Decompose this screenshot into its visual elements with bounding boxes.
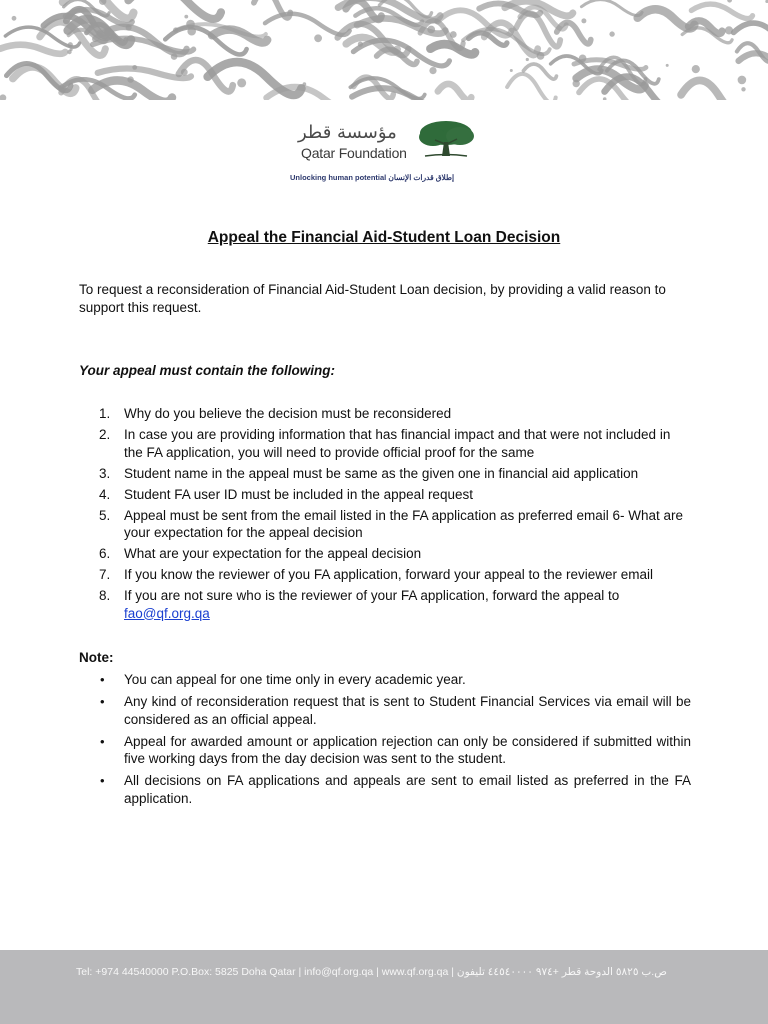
list-item [79, 507, 691, 542]
list-item-text: Why do you believe the decision must be reconsidered [124, 406, 452, 421]
bullet-icon: • [100, 672, 105, 687]
footer-bar [0, 950, 768, 1024]
calligraphy-dot [12, 16, 17, 21]
calligraphy-stroke [128, 0, 221, 19]
calligraphy-stroke [13, 67, 76, 93]
list-number: 1. [99, 406, 111, 421]
calligraphy-dot [173, 27, 178, 32]
calligraphy-stroke [265, 14, 350, 35]
calligraphy-pattern-graphic [0, 0, 768, 100]
bullet-icon: • [100, 694, 105, 709]
calligraphy-dot [181, 69, 188, 76]
calligraphy-dot [741, 87, 745, 91]
calligraphy-dot [603, 97, 607, 100]
calligraphy-dot [97, 30, 103, 36]
calligraphy-dot [112, 34, 117, 39]
calligraphy-dot [186, 20, 195, 29]
calligraphy-stroke [691, 4, 752, 19]
list-number: 8. [99, 588, 111, 603]
note-item [79, 671, 691, 689]
calligraphy-dot [126, 25, 132, 31]
calligraphy-header-banner [0, 0, 768, 100]
list-item [79, 465, 691, 483]
calligraphy-stroke [0, 45, 65, 54]
calligraphy-dot [609, 31, 614, 36]
list-number: 5. [99, 507, 111, 523]
note-text: You can appeal for one time only in every academic year. [124, 672, 466, 687]
calligraphy-dot [692, 65, 700, 73]
list-number: 3. [99, 465, 111, 481]
bullet-icon: • [100, 733, 105, 749]
calligraphy-dot [89, 23, 95, 29]
qatar-foundation-logo [285, 118, 495, 190]
note-item [79, 772, 691, 807]
footer-contact-text: Tel: +974 44540000 P.O.Box: 5825 Doha Qatar | info@qf.org.qa | www.qf.org.qa | ص.ب ٥٨٢٥ الدوحة قطر +٩٧٤ ٤٤٥٤٠٠٠٠ تليفون [76, 966, 667, 978]
calligraphy-stroke [681, 80, 741, 100]
note-item [79, 693, 691, 728]
calligraphy-stroke [638, 9, 695, 28]
calligraphy-dot [579, 55, 587, 63]
calligraphy-stroke [438, 84, 471, 100]
requirements-subheading: Your appeal must contain the following: [79, 363, 336, 378]
bullet-icon: • [100, 773, 105, 788]
calligraphy-stroke [352, 88, 448, 100]
logo-arabic-name: مؤسسة قطر [298, 122, 397, 143]
calligraphy-dot [237, 78, 246, 87]
list-item [79, 566, 691, 584]
calligraphy-dot [537, 52, 545, 60]
list-number: 6. [99, 546, 111, 561]
list-item [79, 486, 691, 504]
note-text: All decisions on FA applications and appeals are sent to email listed as preferred in the FA application. [124, 773, 691, 806]
calligraphy-dot [0, 94, 6, 100]
notes-list [79, 671, 691, 812]
logo-english-name: Qatar Foundation [301, 145, 407, 161]
list-item-text: What are your expectation for the appeal decision [124, 546, 422, 561]
email-link[interactable]: fao@qf.org.qa [124, 605, 210, 621]
document-title: Appeal the Financial Aid-Student Loan Decision [207, 229, 561, 246]
list-item [79, 426, 691, 461]
calligraphy-dot [132, 65, 137, 70]
list-item-text: Student name in the appeal must be same as the given one in financial aid application [124, 465, 639, 481]
note-text: Appeal for awarded amount or application rejection can only be considered if submitted within five working days from the day decision was sent to the student. [124, 733, 691, 766]
list-item-text: Appeal must be sent from the email listed in the FA application as preferred email 6- What are your expectation for the appeal decision [124, 507, 684, 540]
calligraphy-dot [725, 26, 733, 34]
calligraphy-dot [127, 76, 133, 82]
calligraphy-stroke [581, 0, 642, 16]
calligraphy-dot [70, 48, 73, 51]
calligraphy-dot [727, 0, 732, 3]
calligraphy-dot [526, 58, 529, 61]
calligraphy-dot [171, 53, 178, 60]
calligraphy-dot [184, 15, 188, 19]
calligraphy-dot [358, 42, 363, 47]
calligraphy-dot [187, 27, 196, 36]
list-item-text: In case you are providing information that has financial impact and that were not included in the FA application, you will need to provide official proof for the same [124, 427, 671, 460]
calligraphy-dot [450, 31, 457, 38]
calligraphy-dot [510, 69, 513, 72]
calligraphy-dot [581, 18, 586, 23]
calligraphy-dot [573, 80, 580, 87]
list-item [79, 545, 691, 563]
calligraphy-dot [68, 42, 73, 47]
note-text: Any kind of reconsideration request that is sent to Student Financial Services via email will be considered as an official appeal. [124, 694, 691, 727]
list-item [79, 587, 691, 622]
list-number: 2. [99, 427, 111, 442]
list-number: 7. [99, 567, 111, 582]
list-number: 4. [99, 486, 111, 502]
requirements-list [79, 405, 691, 626]
note-item [79, 733, 691, 768]
list-item-text: Student FA user ID must be included in the appeal request [124, 486, 473, 502]
list-item-text: If you know the reviewer of you FA application, forward your appeal to the reviewer email [124, 567, 654, 582]
calligraphy-stroke [739, 53, 768, 70]
note-label: Note: [79, 650, 114, 665]
calligraphy-dot [427, 26, 435, 34]
list-item [79, 405, 691, 423]
list-item-text: If you are not sure who is the reviewer of your FA application, forward the appeal to [124, 588, 620, 603]
calligraphy-dot [314, 34, 322, 42]
calligraphy-dot [303, 82, 307, 86]
calligraphy-dot [666, 64, 669, 67]
calligraphy-dot [738, 76, 747, 85]
calligraphy-stroke [734, 23, 768, 44]
tree-icon [415, 118, 477, 162]
logo-tagline: Unlocking human potential إطلاق قدرات الإنسان [290, 173, 455, 182]
calligraphy-dot [429, 67, 436, 74]
intro-paragraph: To request a reconsideration of Financial Aid-Student Loan decision, by providing a valid reason to support this request. [79, 282, 666, 315]
